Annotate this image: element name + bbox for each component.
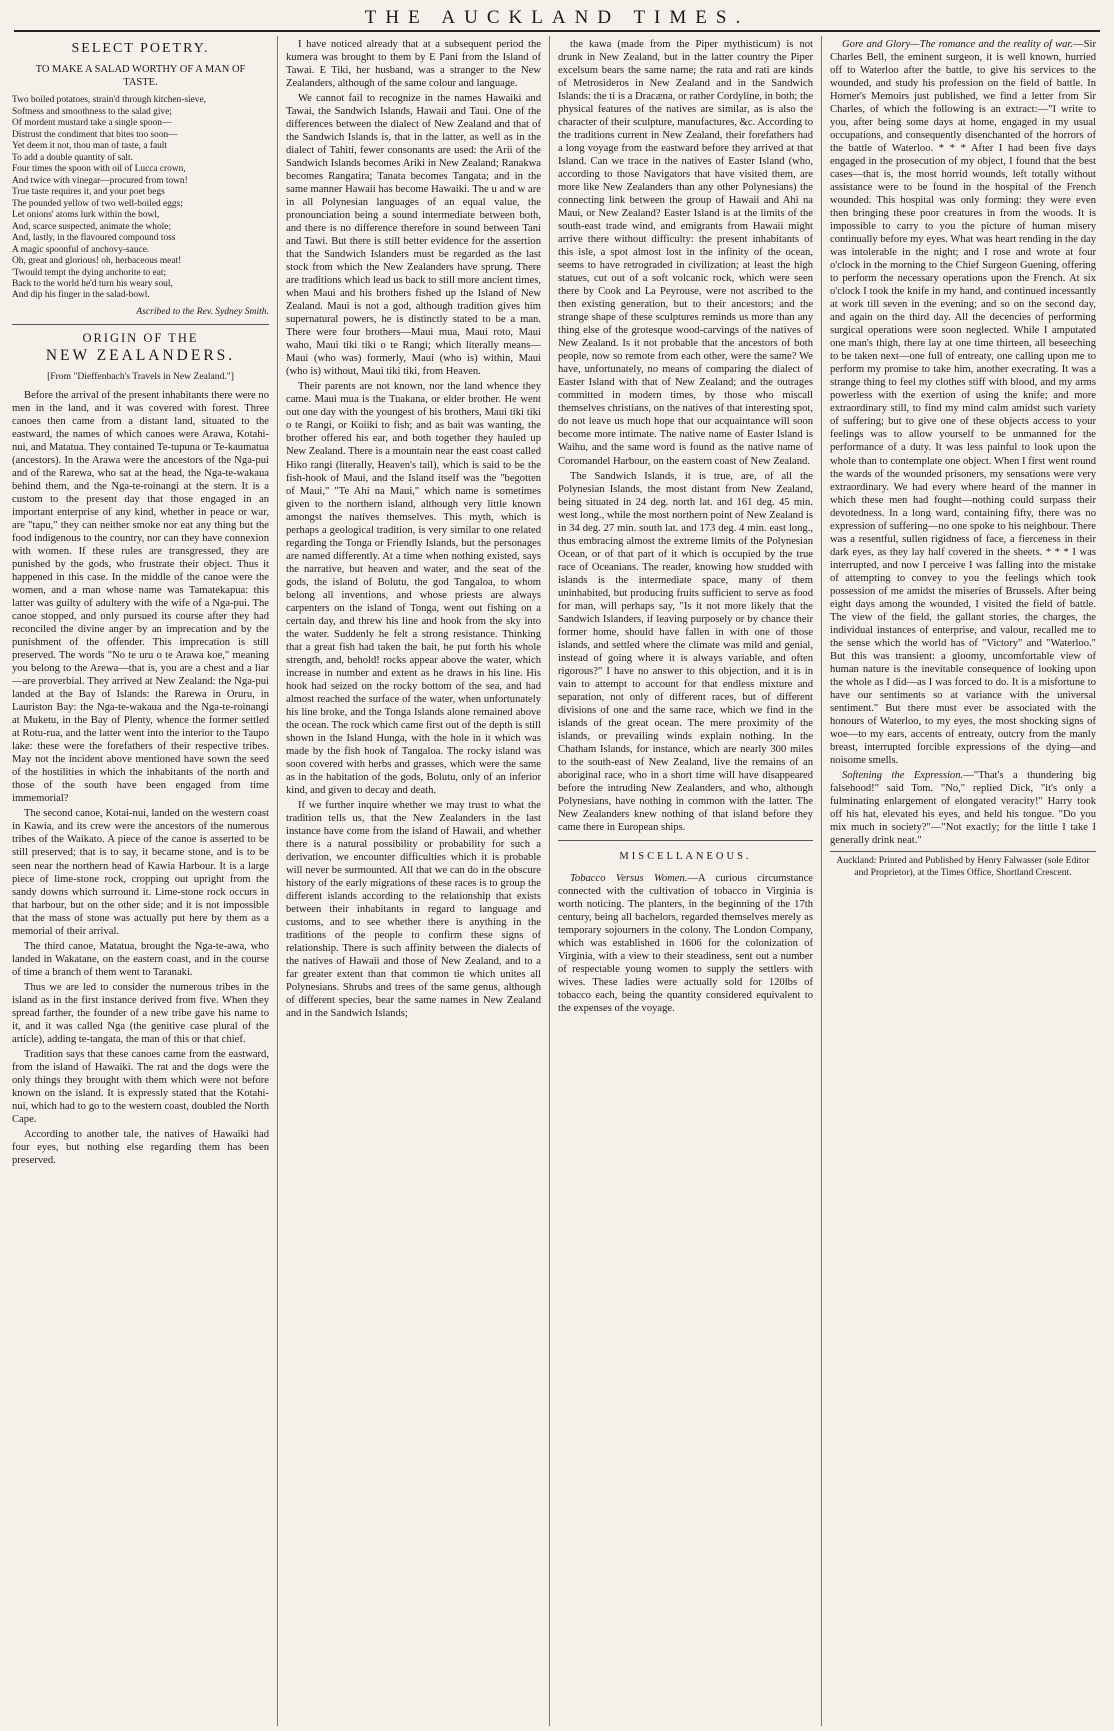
column-4 (822, 36, 1104, 1726)
poem-line: Of mordent mustard take a single spoon— (12, 118, 172, 129)
item-body: —Sir Charles Bell, the eminent surgeon, it is well known, hurried off to Waterloo after the battle, to give his services to the wounded, and study his profession on the field of battle. In Horner's Memoirs just published, we find a letter from Sir Charles, of which the following is an extract:—"I write to you, after being some days at home, engaged in my usual occupations, and consequently disenchanted of the horrors of the battle of Waterloo. * * * After I had been five days engaged in the prosecution of my object, I found that the best cases—that is, the most horrid wounds, left totally without assistance were to be found in the hospital of the French wounded. This hospital was only forming: they were even then bringing these poor creatures in from the woods. It is impossible to carry to you the picture of human misery continually before my eyes. What was heart rending in the day was intolerable in the night; and I rose and wrote at four o'clock in the morning to the Chief Surgeon Guening, offering to perform the necessary operations upon the French. At six o'clock I took the knife in my hand, and continued incessantly at work till seven in the evening; and so on the second day, and again on the third day. All the decencies of performing surgical operations were soon neglected. While I amputated one man's thigh, there lay at one time thirteen, all beseeching to be taken next—one full of entreaty, one calling upon me to perform my promise to take him, another execrating. It was a strange thing to feel my clothes stiff with blood, and my arms powerless with the exertion of using the knife; and more extraordinary still, to find my mind calm amidst such variety of suffering; but to give one of these objects access to your feelings was to allow yourself to be unmanned for the performance of a duty. It was less painful to look upon the whole than to contemplate one object. When I first went round the wards of the wounded prisoners, my sensations were very extraordinary. We had every where heard of the manner in which these men had fought—nothing could surpass their devotedness. In a long ward, containing fifty, there was no expression of suffering—no one spoke to his neighbour. There was a resentful, sullen rigidness of face, a fierceness in their dark eyes, as they lay half covered in the sheets. * * * I was interrupted, and now I perceive I was falling into the mistake of attempting to convey to you the feelings which took possession of me amidst the miseries of Brussels. After being eight days among the wounded, I visited the field of battle. The view of the field, the gallant stories, the charges, the individual instances of enterprise, and valour, recalled me to the sense which the world has of "Victory" and "Waterloo." But this was transient: a gloomy, uncomfortable view of human nature is the inevitable consequence of looking upon the whole as I did—as I was forced to do. It is a misfortune to have our sentiments so at variance with the universal sentiment." But there must ever be associated with the honours of Waterloo, to my eyes, the most shocking signs of woe—to my ears, accents of entreaty, outcry from the manly breast, interrupted forcible expressions of the dying—and noisome smells. (830, 39, 1096, 766)
paragraph: The second canoe, Kotai-nui, landed on the western coast in Kawia, and its crew were the ancestors of the numerous tribes of the Waikato. A piece of the canoe is asserted to be still preserved; that is to say, it became stone, and is to be seen near the northern head of Kawia Harbour. It is a large piece of lime-stone rock, cropping out upright from the sandy downs which surround it. Lime-stone rock occurs in that harbour, but on the other side; and it is not impossible that the mass of stone was actually put here by them as a memorial of their arrival. (12, 808, 269, 937)
poem-line: Let onions' atoms lurk within the bowl, (12, 210, 160, 221)
poem-attribution: Ascribed to the Rev. Sydney Smith. (136, 305, 269, 317)
poem (12, 95, 269, 301)
poem-line: And, scarce suspected, animate the whole; (12, 221, 172, 232)
column-1 (10, 36, 278, 1726)
poem-line: Softness and smoothness to the salad give; (12, 106, 172, 117)
column-3 (550, 36, 822, 1726)
masthead: THE AUCKLAND TIMES. (14, 6, 1100, 32)
item-body: —A curious circumstance connected with the cultivation of tobacco in Virginia is worth noticing. The planters, in the beginning of the 17th century, being all bachelors, regarded themselves merely as temporary sojourners in the colony. The London Company, which was established in 1606 for the colonization of Virginia, with a view to their steadiness, sent out a number of respectable young women to supply the settlers with wives. These ladies were actually sold for 120lbs of tobacco each, being the quantity considered equivalent to the expenses of the voyage. (558, 872, 814, 1015)
poem-line: To add a double quantity of salt. (12, 152, 133, 163)
poem-line: Distrust the condiment that bites too soon— (12, 129, 178, 140)
item-title: Tobacco Versus Women. (570, 872, 688, 884)
paragraph: Their parents are not known, nor the land whence they came. Maui mua is the Tuakana, or elder brother. He went out one day with the youngest of his brothers, Maui tiki tiki o te Rangi, or Koiiki to fish; and as bait was wanting, the brother offered his ear, and both together they hauled up New Zealand. There is a mountain near the east coast called Hiko rangi (literally, Heaven's tail), which is said to be the fish-hook of Maui, and the Island itself was the "begotten of Maui," "Te Ahi na Maui," which name is sometimes given to the northern island, although very little known amongst the natives themselves. This myth, which is perhaps a geological tradition, is very similar to one related regarding the Tonga or Friendly Islands, but the personages are named differently. At a time when nothing existed, says the narrative, but heaven and water, and the seat of the gods, the island of Bolutu, the god Tangaloa, to whom belong all inventions, and whose priests are always carpenters on the island of Tonga, went out fishing on a certain day, and threw his line and hook from the sky into the water. Suddenly he felt a strong resistance. Thinking that a great fish had taken the bait, he put forth his whole strength, and, behold! rocks appear above the water, which increase in number and extent as he draws in his line. His hook had seized on the rocky bottom of the sea, and had almost reached the surface of the water, when unfortunately his line broke, and the Tonga Islands alone remained above the ocean. The rock which came first out of the depth is still shown in the Island Hunga, with the hole in it which was made by the fish hook of Tangaloa. The rocky island was soon covered with herbs and grasses, which were the same as in the habitation of the gods, Bolutu, only of an inferior kind, and given to decay and death. (286, 381, 541, 796)
imprint: Auckland: Printed and Published by Henry Falwasser (sole Editor and Proprietor), at the Times Office, Shortland Crescent. (830, 851, 1096, 879)
section-title-poetry: SELECT POETRY. (71, 41, 210, 56)
section-title-miscellaneous: MISCELLANEOUS. (619, 850, 752, 862)
poem-line: A magic spoonful of anchovy-sauce. (12, 244, 150, 255)
paragraph: I have noticed already that at a subsequent period the kumera was brought to them by E Pani from the Island of Tawai. E Tiki, her husband, was a stranger to the New Zealanders, although of the same colour and language. (286, 39, 541, 90)
paragraph: The third canoe, Matatua, brought the Nga-te-awa, who landed in Wakatane, on the eastern coast, and in the course of time a branch of them went to Taranaki. (12, 940, 269, 978)
columns (10, 36, 1104, 1726)
paragraph: Thus we are led to consider the numerous tribes in the island as in the first instance derived from five. When they spread farther, the founder of a new tribe gave his name to it, and it was called Nga (the genitive case plural of the article), adding te-tangata, the man of this or that chief. (12, 981, 269, 1045)
poem-title: TO MAKE A SALAD WORTHY OF A MAN OF TASTE. (35, 64, 246, 89)
poem-line: Four times the spoon with oil of Lucca crown, (12, 164, 186, 175)
article-kicker: ORIGIN OF THE (82, 330, 199, 345)
paragraph: Tradition says that these canoes came from the eastward, from the island of Hawaiki. The rat and the dogs were the only things they brought with them which were not before known on the island. It is expressly stated that the Kotahi-nui, which had to go to the western coast, doubled the North Cape. (12, 1048, 269, 1125)
paragraph: The Sandwich Islands, it is true, are, of all the Polynesian Islands, the most distant from New Zealand, being situated in 24 deg. north lat. and 161 deg. 45 min. west long., while the most northern point of New Zealand is in 34 deg. 27 min. south lat. and 173 deg. 4 min. east long., thus embracing almost the extreme limits of the Polynesian Ocean, or of that part of it which is occupied by the true race of Oceanians. The reader, knowing how studded with islands is the intermediate space, many of them uninhabited, but producing fruits sufficient to serve as food for man, will perhaps say, "Is it not more likely that the Sandwich Islanders, if leaving purposely or by chance their former home, should have fallen in with one of those islands, and settled where the climate was mild and genial, instead of going where it is always variable, and often rigorous?" I have no answer to this objection, and it is in vain to attempt to account for that endless mixture and separation, not only of different races, but of different divisions of one and the same race, which we find in the islands of the great ocean. The mere proximity of the islands, or prevailing winds explain nothing. In the Chatham Islands, for instance, which are nearly 300 miles to the south-east of New Zealand, live the remains of an aboriginal race, who in a short time will have disappeared before the intruding New Zealanders, and who, although Polynesians, have nothing in common with the latter. The New Zealanders knew nothing of that island before they came there in European ships. (558, 470, 813, 833)
column-2 (278, 36, 550, 1726)
paragraph: We cannot fail to recognize in the names Hawaiki and Tawai, the Sandwich Islands, Hawaii and Taui. One of the differences between the dialect of New Zealand and that of the Sandwich Islands is, that in the latter, as well as in the dialect of Tahiti, fewer consonants are used: the Arii of the Sandwich Islands becomes Ariki in New Zealand; Ranakwa becomes Rangatira; Tanata becomes Tangata; and in the same manner Hawaii has become Hawaiki. The u and w are in all Polynesian languages of an equal value, the pronounciation being a sound intermediate between both, and there is no difference therefore in sound between Tani and Tawi. But there is still better evidence for the assertion that the Sandwich Islanders must be regarded as the last stock from which the New Zealanders have sprung. There are traditions which lead us back to still more ancient times, when Maui and his brothers fished up the Island of New Zealand. Maui is not a god, although tradition gives him supernatural powers, he is distinctly stated to be a man. There were four brothers—Maui mua, Maui roto, Maui waho, Maui tiki tiki o te Rangi; which literally means—Maui (who was) formerly, Maui (who is) within, Maui (who is) without, Maui tiki tiki, from Heaven. (286, 93, 541, 378)
poem-line: And, lastly, in the flavoured compound toss (12, 233, 176, 244)
item-title: Gore and Glory—The romance and the reality of war. (842, 39, 1074, 50)
poem-line: And twice with vinegar—procured from town! (12, 175, 188, 186)
poem-line: Back to the world he'd turn his weary soul, (12, 278, 173, 289)
paragraph: Before the arrival of the present inhabitants there were no men in the land, and it was covered with forest. Three canoes then came from a distant land, situated to the eastward, the names of which canoes were Arawa, Kotahi-nui, and Matatua. They contained Te-tupuna or Te-kaumatua (ancestors). In the Arawa were the ancestors of the Nga-pui and of the Rarewa, who sat at the head, the Nga-te-wakaua behind them, and the Nga-te-roinangi at the stern. It is a custom to the present day that those engaged in an important enterprise of any kind, whether in peace or war, are "tapu," they can neither smoke nor eat any thing but the food indigenous to the country, nor can they have connexion with women. If these rules are transgressed, they are punished by the gods, who frustrate their object. Thus it happened in this case. In the middle of the canoe were the women, and a man whose name was Tamatekapua: this latter was guilty of adultery with the wife of a Nga-pui. The canoe stopped, and only pursued its course after they had reconciled the divine anger by an imprecation and by the punishment of the offender. This imprecation is still preserved. The words "No te uru o te Arawa koe," meaning you belong to the Arewa—that is, you are a chest and a liar—are proverbial. They arrived at New Zealand: the Nga-pui landed at the Bay of Islands: the Rarewa in Oruru, in Lauriston Bay: the Nga-te-wakaua and the Nga-te-roinangi at Muketu, in the Bay of Plenty, whence the former settled at Rotu-rua, and the latter went into the interior to the Taupo lake: these were the forefathers of their respective tribes. May not the incident above mentioned have sown the seed of the hostilities in which the inhabitants of the north and those of the south have been engaged from time immemorial? (12, 389, 269, 805)
poem-line: Oh, great and glorious! oh, herbaceous meat! (12, 256, 182, 267)
poem-line: 'Twould tempt the dying anchorite to eat; (12, 267, 167, 278)
article-title: NEW ZEALANDERS. (45, 347, 236, 365)
item-title: Softening the Expression. (842, 769, 964, 781)
paragraph: According to another tale, the natives of Hawaiki had four eyes, but nothing else regarding them has been preserved. (12, 1128, 269, 1166)
paragraph (830, 38, 1096, 767)
poem-line: And dip his finger in the salad-bowl. (12, 290, 150, 301)
poem-line: Two boiled potatoes, strain'd through kitchen-sieve, (12, 95, 206, 106)
paragraph (830, 769, 1096, 847)
poem-line: True taste requires it, and your poet begs (12, 187, 165, 198)
paragraph (558, 872, 813, 1015)
poem-line: The pounded yellow of two well-boiled eggs; (12, 198, 183, 209)
divider (12, 324, 269, 325)
poem-line: Yet deem it not, thou man of taste, a fault (12, 141, 168, 152)
divider (558, 840, 813, 841)
article-source: [From "Dieffenbach's Travels in New Zealand."] (47, 371, 234, 383)
item-body: —"That's a thundering big falsehood!" said Tom. "No," replied Dick, "it's only a fulminating enlargement of elongated veracity!" Harry took off his hat, elevated his eyes, and held his tongue. "Do you mix much in society?"—"Not exactly; for the little I take I generally drink neat." (830, 769, 1096, 846)
paragraph: If we further inquire whether we may trust to what the tradition tells us, that the New Zealanders in the last instance have come from the island of Hawaii, and whether there is a natural possibility or probability for such a derivation, we encounter difficulties which it is probable will never be surmounted. All that we can do in the obscure history of the early migrations of these races is to group the different islands according to the relationship that exists between their inhabitants in regard to language and customs, and to see whether there is anything in the traditions of the people to confirm these signs of relationship. There is such affinity between the dialects of the natives of Hawaii and those of New Zealand, and to a far greater extent than that common tie which unites all Polynesians. Shrubs and trees of the same genus, although of different species, bear the same names in New Zealand and in the Sandwich Islands; (286, 799, 541, 1020)
paragraph: the kawa (made from the Piper mythisticum) is not drunk in New Zealand, but in the latter country the Piper excelsum bears the same name; the rata and rati are kinds of Metrosideros in New Zealand and in the Sandwich Islands: the ti is a Dracæna, or rather Cordyline, in both; the physical features of the natives are similar, as is also the character of their sculpture, manufactures, &c. According to the traditions current in New Zealand, their forefathers had a long voyage from the eastward before they arrived at that Island. Can we trace in the natives of Easter Island (who, according to those Navigators that have visited them, are more like New Zealanders than any other Polynesians) the connecting link between the group of Hawaii and Ahi na Maui, or New Zealand? Easter Island is at the limits of the south-east trade wind, and emigrants from Hawaii might arrive there without difficulty: the present inhabitants of this isle, a spot almost lost in the infinity of the ocean, seems to have retrograded in civilization; at least the high statues, cut out of a soft volcanic rock, which were seen there by Cook and La Peyrouse, were not ascribed to the then existing generation, but to their ancestors; and the strange shape of these sculptures reminds us more than any thing else of the grotesque wood-carvings of the natives of New Zealand. Is it not probable that the ancestors of both people, now so remote from each other, were the same? We have, unfortunately, no means of comparing the dialect of Easter Island with that of New Zealand; and the outrages committed in modern times, by those who miscall themselves christians, on the natives of that interesting spot, do not leave us much hope that our acquaintance will soon become more intimate. The native name of Easter Island is Waihu, and the same word is found as the native name of Coromandel Harbour, on the eastern coast of New Zealand. (558, 39, 813, 467)
